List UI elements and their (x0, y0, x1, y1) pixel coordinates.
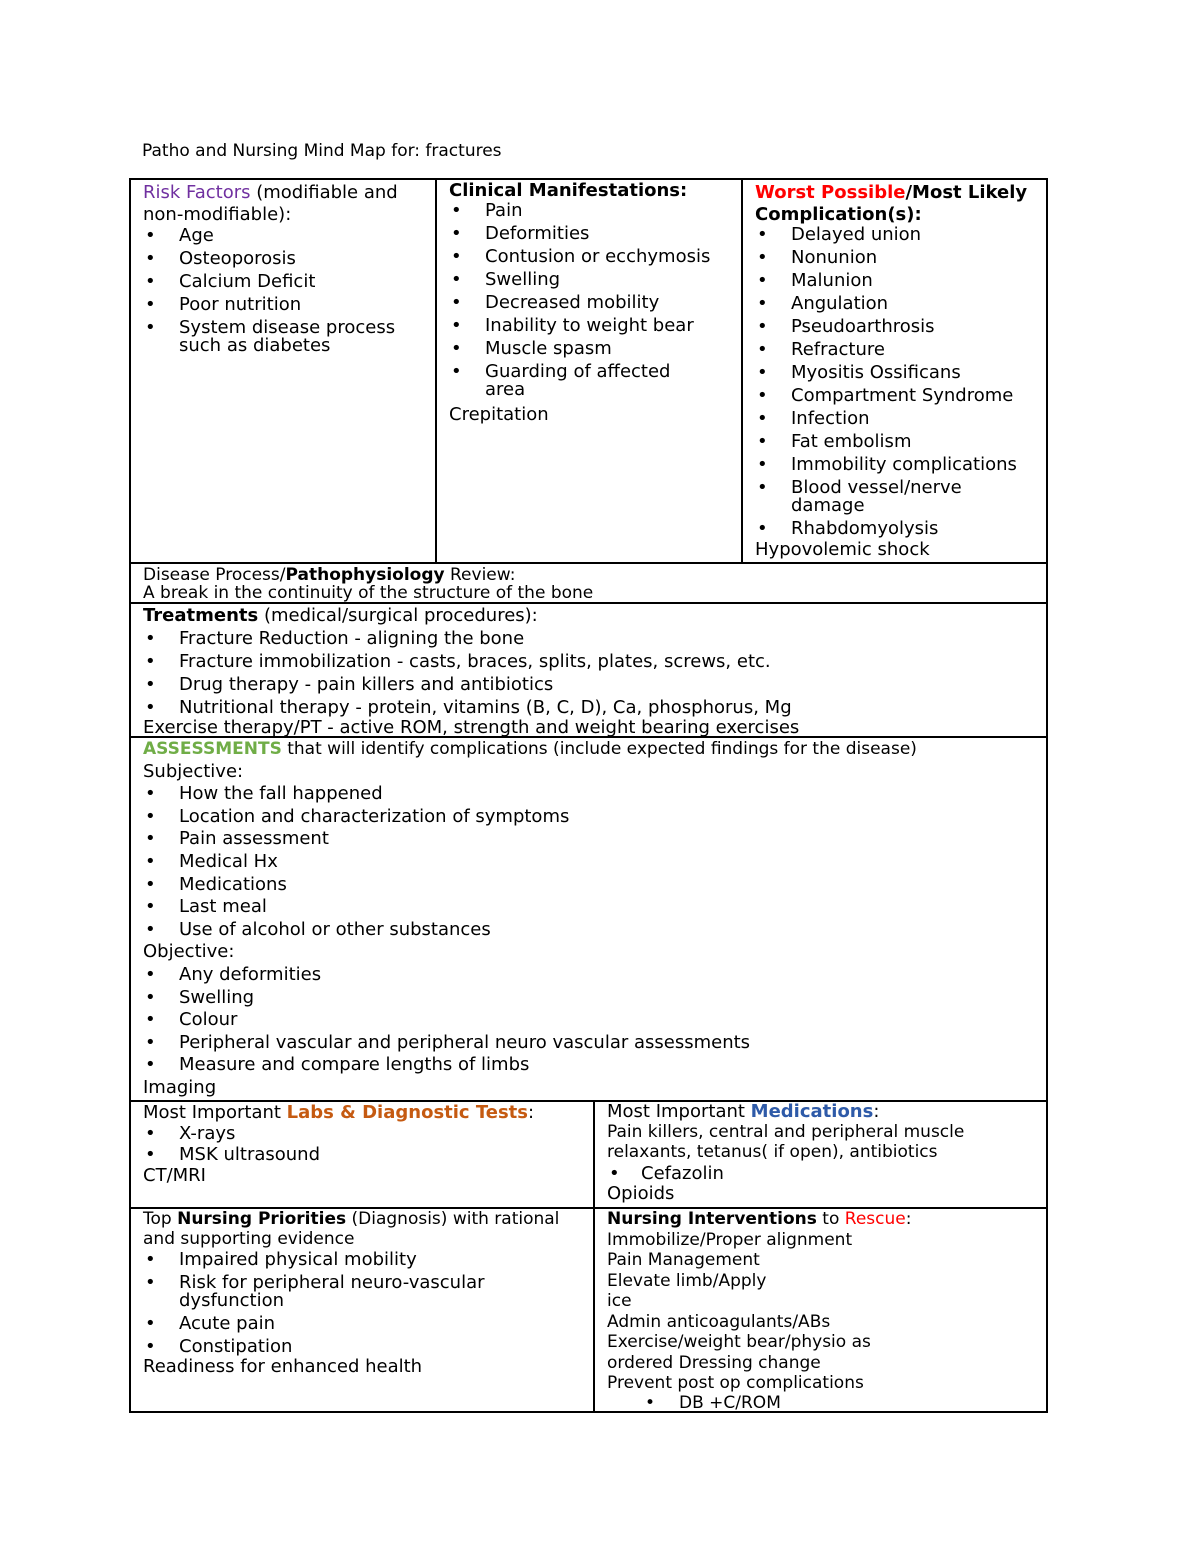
list-item: • Refracture (755, 341, 1046, 364)
list-item: • Pain assessment (143, 828, 1046, 851)
list-item: • Constipation (143, 1338, 593, 1361)
list-item: • Inability to weight bear (449, 317, 741, 340)
list-item: • Poor nutrition (143, 296, 435, 319)
list-item: • X-rays (143, 1123, 593, 1144)
list-item: • Compartment Syndrome (755, 387, 1046, 410)
list-item: • Calcium Deficit (143, 273, 435, 296)
list-item: • Swelling (143, 987, 1046, 1010)
list-item: • Acute pain (143, 1315, 593, 1338)
nursing-interventions-box (593, 1207, 1048, 1413)
list-item: • Measure and compare lengths of limbs (143, 1054, 1046, 1077)
clinical-manifestations-list (449, 202, 741, 404)
list-item: • Blood vessel/nerve damage (755, 479, 1046, 520)
list-item: • DB +C/ROM (643, 1394, 1046, 1412)
subjective-label: Subjective: (143, 760, 244, 782)
medications-heading: Most Important Medications: (607, 1101, 880, 1122)
complications-list (755, 226, 1046, 543)
list-item: • Infection (755, 410, 1046, 433)
list-item: • Nutritional therapy - protein, vitamins (B, C, D), Ca, phosphorus, Mg (143, 696, 1046, 719)
list-item: • Pain (449, 202, 741, 225)
list-item: • Angulation (755, 295, 1046, 318)
pathophysiology-text: A break in the continuity of the structure of the bone (143, 583, 594, 603)
risk-factors-box (129, 178, 437, 564)
clinical-tail: Crepitation (449, 404, 549, 425)
labs-heading: Most Important Labs & Diagnostic Tests: (143, 1102, 535, 1123)
risk-factors-list (143, 227, 435, 360)
nursing-priorities-box (129, 1207, 595, 1413)
medications-tail: Opioids (607, 1183, 675, 1204)
assessments-heading: ASSESSMENTS that will identify complications (include expected findings for the disease) (143, 739, 917, 759)
risk-factors-heading: Risk Factors (modifiable and non-modifiable): (143, 182, 398, 225)
complications-heading: Worst Possible/Most Likely Complication(s): (755, 182, 1028, 225)
treatments-list (143, 627, 1046, 719)
intervention-line: Pain Management (607, 1250, 760, 1270)
list-item: • Location and characterization of symptoms (143, 806, 1046, 829)
list-item: • Decreased mobility (449, 294, 741, 317)
intervention-line: Prevent post op complications (607, 1373, 864, 1393)
complications-box (741, 178, 1048, 564)
list-item: • Risk for peripheral neuro-vascular dysfunction (143, 1274, 593, 1315)
medications-text: Pain killers, central and peripheral muscle relaxants, tetanus( if open), antibiotics (607, 1122, 965, 1162)
list-item: • MSK ultrasound (143, 1144, 593, 1165)
intervention-line: Exercise/weight bear/physio as (607, 1332, 871, 1352)
list-item: • Malunion (755, 272, 1046, 295)
list-item: • Osteoporosis (143, 250, 435, 273)
nursing-priorities-tail: Readiness for enhanced health (143, 1356, 423, 1377)
list-item: • How the fall happened (143, 783, 1046, 806)
list-item: • Fracture Reduction - aligning the bone (143, 627, 1046, 650)
subjective-list (143, 783, 1046, 941)
pathophysiology-box (129, 562, 1048, 604)
list-item: • Cefazolin (607, 1164, 1046, 1184)
list-item: • Last meal (143, 896, 1046, 919)
complications-tail: Hypovolemic shock (755, 539, 930, 560)
list-item: • Fat embolism (755, 433, 1046, 456)
list-item: • Guarding of affected area (449, 363, 741, 404)
list-item: • Fracture immobilization - casts, braces, splits, plates, screws, etc. (143, 650, 1046, 673)
intervention-line: Immobilize/Proper alignment (607, 1229, 853, 1250)
intervention-line: ordered Dressing change (607, 1352, 821, 1373)
nursing-interventions-list (643, 1394, 1046, 1412)
list-item: • Delayed union (755, 226, 1046, 249)
clinical-manifestations-heading: Clinical Manifestations: (449, 180, 688, 201)
list-item: • Colour (143, 1009, 1046, 1032)
list-item: • Age (143, 227, 435, 250)
nursing-priorities-heading: Top Nursing Priorities (Diagnosis) with rational and supporting evidence (143, 1209, 560, 1249)
objective-list (143, 964, 1046, 1077)
list-item: • Medical Hx (143, 851, 1046, 874)
list-item: • Contusion or ecchymosis (449, 248, 741, 271)
intervention-line: Elevate limb/Apply (607, 1270, 767, 1291)
list-item: • Drug therapy - pain killers and antibiotics (143, 673, 1046, 696)
nursing-priorities-list (143, 1251, 593, 1361)
assessments-box (129, 736, 1048, 1102)
medications-list (607, 1164, 1046, 1184)
objective-label: Objective: (143, 941, 235, 963)
labs-tail: CT/MRI (143, 1165, 206, 1186)
nursing-interventions-heading: Nursing Interventions to Rescue: (607, 1209, 912, 1229)
list-item: • Muscle spasm (449, 340, 741, 363)
list-item: • Impaired physical mobility (143, 1251, 593, 1274)
list-item: • Rhabdomyolysis (755, 520, 1046, 543)
treatments-heading: Treatments (medical/surgical procedures): (143, 605, 538, 626)
treatments-box (129, 602, 1048, 738)
treatments-tail: Exercise therapy/PT - active ROM, strength and weight bearing exercises (143, 717, 800, 738)
list-item: • Peripheral vascular and peripheral neuro vascular assessments (143, 1032, 1046, 1055)
list-item: • Myositis Ossificans (755, 364, 1046, 387)
assessments-tail: Imaging (143, 1076, 217, 1098)
list-item: • Nonunion (755, 249, 1046, 272)
medications-box (593, 1100, 1048, 1209)
list-item: • Pseudoarthrosis (755, 318, 1046, 341)
document-title: Patho and Nursing Mind Map for: fractures (142, 141, 502, 161)
list-item: • System disease process such as diabetes (143, 319, 435, 360)
intervention-line: Admin anticoagulants/ABs (607, 1311, 831, 1332)
list-item: • Swelling (449, 271, 741, 294)
list-item: • Any deformities (143, 964, 1046, 987)
labs-list (143, 1123, 593, 1165)
list-item: • Medications (143, 874, 1046, 897)
intervention-line: ice (607, 1291, 632, 1311)
list-item: • Use of alcohol or other substances (143, 919, 1046, 942)
pathophysiology-heading: Disease Process/Pathophysiology Review: (143, 565, 516, 585)
list-item: • Immobility complications (755, 456, 1046, 479)
clinical-manifestations-box (435, 178, 743, 564)
list-item: • Deformities (449, 225, 741, 248)
labs-box (129, 1100, 595, 1209)
